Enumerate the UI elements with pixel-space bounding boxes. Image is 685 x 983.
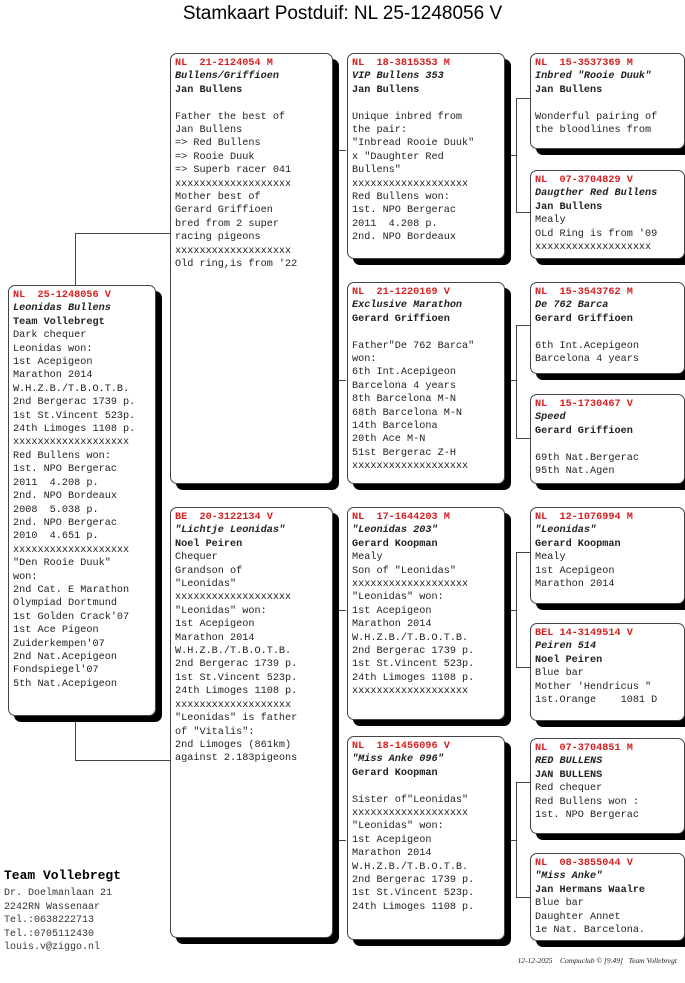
info-line: 1st. NPO Bergerac (13, 464, 117, 476)
info-line: 24th Limoges 1108 p. (175, 686, 298, 698)
info-line: 51st Bergerac Z-H (352, 447, 456, 459)
breeder-name: Jan Bullens (535, 201, 603, 213)
pedigree-card-ggp5[interactable] (530, 507, 685, 604)
pigeon-name: De 762 Barca (535, 300, 609, 312)
info-line: 2nd Limoges (861km) (175, 739, 292, 751)
pigeon-name: "Leonidas" (535, 525, 597, 537)
info-line: Old ring,is from '22 (175, 259, 298, 271)
info-line: Jan Bullens (175, 125, 243, 137)
ring-number: BE 20-3122134 V (175, 512, 273, 523)
info-line: of "Vitalis": (175, 726, 255, 738)
info-line: 69th Nat.Bergerac (535, 452, 639, 464)
info-line: W.H.Z.B./T.B.O.T.B. (175, 646, 292, 658)
breeder-name: JAN BULLENS (535, 769, 603, 781)
info-line: Dark chequer (13, 330, 87, 342)
info-line: => Red Bullens (175, 138, 261, 150)
pedigree-card-ggp6[interactable] (530, 623, 685, 721)
connector (338, 610, 346, 611)
connector (75, 715, 76, 761)
info-line: 95th Nat.Agen (535, 466, 615, 478)
info-line: Marathon 2014 (535, 579, 615, 591)
ring-number: NL 15-3543762 M (535, 287, 633, 298)
breeder-name: Gerard Koopman (535, 538, 621, 550)
ring-number: NL 15-3537369 M (535, 58, 633, 69)
info-line: Blue bar (535, 668, 584, 680)
pedigree-card-ggp8[interactable] (530, 853, 685, 941)
info-line: 1st.Orange 1081 D (535, 695, 658, 707)
ring-number: NL 07-3704829 V (535, 175, 633, 186)
ring-number: NL 18-3815353 M (352, 58, 450, 69)
info-line: Red chequer (535, 783, 603, 795)
connector (75, 233, 171, 234)
info-line: => Rooie Duuk (175, 151, 255, 163)
pigeon-name: Peiren 514 (535, 641, 597, 653)
ring-number: NL 21-2124054 M (175, 58, 273, 69)
info-line: xxxxxxxxxxxxxxxxxxx (352, 579, 469, 591)
phone-line: Tel.:0638222713 (4, 915, 95, 927)
page-title: Stamkaart Postduif: NL 25-1248056 V (182, 3, 503, 24)
info-line: 2nd Bergerac 1739 p. (175, 659, 298, 671)
info-line: 2008 5.038 p. (13, 504, 99, 516)
info-line: Chequer (175, 552, 218, 564)
info-line (352, 326, 501, 339)
pigeon-name: "Leonidas 203" (352, 525, 438, 537)
info-line (535, 326, 681, 339)
connector (332, 265, 339, 266)
info-line: Fondspiegel'07 (13, 665, 99, 677)
info-line: won: (352, 354, 377, 366)
ring-number: NL 17-1644203 M (352, 512, 450, 523)
info-line: 2nd Nat.Acepigeon (13, 651, 117, 663)
info-line: "Leonidas" won: (352, 821, 444, 833)
info-line: Marathon 2014 (13, 370, 93, 382)
info-line: 1st St.Vincent 523p. (13, 410, 136, 422)
info-line: Mother 'Hendricus " (535, 681, 652, 693)
info-line: 1st Ace Pigeon (13, 625, 99, 637)
breeder-name: Jan Bullens (535, 84, 603, 96)
breeder-name: Gerard Koopman (352, 538, 438, 550)
info-line: 2010 4.651 p. (13, 531, 99, 543)
address-line: 2242RN Wassenaar (4, 901, 101, 913)
info-line: "Leonidas" is father (175, 713, 298, 725)
info-line: the pair: (352, 125, 408, 137)
ring-number: NL 07-3704851 M (535, 743, 633, 754)
pigeon-name: Speed (535, 412, 566, 424)
info-line: W.H.Z.B./T.B.O.T.B. (13, 383, 130, 395)
info-line: 2nd Bergerac 1739 p. (352, 875, 475, 887)
info-line: Father"De 762 Barca" (352, 340, 475, 352)
connector (338, 150, 346, 151)
info-line: 1st. NPO Bergerac (352, 205, 456, 217)
info-line: x "Daughter Red (352, 151, 444, 163)
info-line: Blue bar (535, 898, 584, 910)
info-line: 24th Limoges 1108 p. (13, 424, 136, 436)
pedigree-card-dam-sire[interactable] (347, 507, 505, 720)
pigeon-name: Daugther Red Bullens (535, 188, 658, 200)
ring-number: NL 15-1730467 V (535, 399, 633, 410)
info-line: Mealy (352, 552, 383, 564)
info-line: 68th Barcelona M-N (352, 407, 463, 419)
connector (505, 155, 517, 156)
info-line: 24th Limoges 1108 p. (352, 672, 475, 684)
info-line: xxxxxxxxxxxxxxxxxxx (175, 178, 292, 190)
info-line: Marathon 2014 (352, 848, 432, 860)
info-line: 1st Acepigeon (352, 605, 432, 617)
info-line: 2nd Bergerac 1739 p. (13, 397, 136, 409)
info-line: Mother best of (175, 192, 261, 204)
info-line: W.H.Z.B./T.B.O.T.B. (352, 632, 469, 644)
info-line: "Leonidas" won: (175, 605, 267, 617)
phone-line: Tel.:0705112430 (4, 928, 95, 940)
info-line (535, 438, 681, 451)
ring-number: NL 25-1248056 V (13, 290, 111, 301)
connector (516, 325, 530, 326)
info-line: against 2.183pigeons (175, 753, 298, 765)
connector (505, 380, 517, 381)
info-line: 5th Nat.Acepigeon (13, 678, 117, 690)
info-line: "Den Rooie Duuk" (13, 558, 111, 570)
info-line: bred from 2 super (175, 218, 279, 230)
breeder-name: Team Vollebregt (13, 316, 105, 328)
pigeon-name: Exclusive Marathon (352, 300, 463, 312)
info-line: Red Bullens won: (352, 192, 450, 204)
info-line: 24th Limoges 1108 p. (352, 901, 475, 913)
connector (338, 380, 346, 381)
info-line: 1st St.Vincent 523p. (352, 659, 475, 671)
pedigree-card-ggp2[interactable] (530, 170, 685, 259)
info-line: 2nd. NPO Bordeaux (13, 491, 117, 503)
pigeon-name: "Miss Anke" (535, 871, 603, 883)
pedigree-card-subject[interactable] (8, 285, 156, 716)
info-line: Barcelona 4 years (352, 380, 456, 392)
info-line: the bloodlines from (535, 125, 652, 137)
connector (516, 438, 530, 439)
info-line: 2nd Cat. E Marathon (13, 584, 130, 596)
connector (75, 233, 76, 286)
info-line: Barcelona 4 years (535, 354, 639, 366)
info-line: Red Bullens won: (13, 450, 111, 462)
info-line: => Superb racer 041 (175, 165, 292, 177)
connector (516, 667, 530, 668)
connector (338, 840, 346, 841)
pedigree-card-sire-dam[interactable] (347, 282, 505, 484)
info-line: 1st St.Vincent 523p. (352, 888, 475, 900)
owner-address-block (4, 868, 121, 955)
connector (338, 610, 339, 840)
info-line: "Leonidas" (175, 579, 237, 591)
ring-number: NL 21-1220169 V (352, 287, 450, 298)
connector (505, 610, 517, 611)
info-line: 1st Acepigeon (175, 619, 255, 631)
info-line: xxxxxxxxxxxxxxxxxxx (13, 544, 130, 556)
ring-number: BEL 14-3149514 V (535, 628, 633, 639)
info-line: Mealy (535, 552, 566, 564)
breeder-name: Gerard Griffioen (535, 313, 633, 325)
info-line (352, 97, 501, 110)
info-line (175, 97, 329, 110)
info-line: "Leonidas" won: (352, 592, 444, 604)
connector (516, 325, 517, 438)
footer-credit: 12-12-2025 Compuclub © [9.49] Team Vollebregt (517, 956, 677, 965)
info-line (535, 97, 681, 110)
info-line: Bullens" (352, 165, 401, 177)
connector (516, 212, 530, 213)
ring-number: NL 12-1076994 M (535, 512, 633, 523)
info-line: 2011 4.208 p. (352, 218, 438, 230)
info-line: "Inbread Rooie Duuk" (352, 138, 475, 150)
info-line: Father the best of (175, 111, 286, 123)
pedigree-card-ggp4[interactable] (530, 394, 685, 484)
pigeon-name: "Miss Anke 096" (352, 754, 444, 766)
info-line: Wonderful pairing of (535, 111, 658, 123)
connector (75, 760, 171, 761)
pedigree-card-sire[interactable] (170, 53, 333, 484)
pedigree-card-ggp1[interactable] (530, 53, 685, 149)
info-line: 1st. NPO Bergerac (535, 810, 639, 822)
owner-team-name: Team Vollebregt (4, 868, 122, 883)
breeder-name: Noel Peiren (175, 538, 243, 550)
pigeon-name: Leonidas Bullens (13, 303, 111, 315)
info-line: xxxxxxxxxxxxxxxxxxx (352, 461, 469, 473)
info-line: 2011 4.208 p. (13, 477, 99, 489)
info-line: Grandson of (175, 565, 243, 577)
email-line: louis.v@ziggo.nl (4, 942, 101, 954)
pigeon-name: Bullens/Griffioen (175, 71, 279, 83)
info-line: 2nd. NPO Bordeaux (352, 232, 456, 244)
breeder-name: Gerard Koopman (352, 767, 438, 779)
info-line: 2nd Bergerac 1739 p. (352, 646, 475, 658)
connector (516, 897, 530, 898)
info-line: Zuiderkempen'07 (13, 638, 105, 650)
address-line: Dr. Doelmanlaan 21 (4, 888, 113, 899)
info-line: won: (13, 571, 38, 583)
info-line: Marathon 2014 (175, 632, 255, 644)
pigeon-name: Inbred "Rooie Duuk" (535, 71, 652, 83)
breeder-name: Noel Peiren (535, 654, 603, 666)
info-line: xxxxxxxxxxxxxxxxxxx (352, 808, 469, 820)
info-line: Son of "Leonidas" (352, 565, 456, 577)
info-line: 1st Acepigeon (535, 565, 615, 577)
connector (505, 840, 517, 841)
info-line: xxxxxxxxxxxxxxxxxxx (175, 245, 292, 257)
connector (516, 552, 530, 553)
info-line: racing pigeons (175, 232, 261, 244)
ring-number: NL 18-1456096 V (352, 741, 450, 752)
info-line: Unique inbred from (352, 111, 463, 123)
connector (516, 782, 530, 783)
info-line (352, 780, 501, 793)
ring-number: NL 08-3855044 V (535, 858, 633, 869)
info-line: Olympiad Dortmund (13, 598, 117, 610)
info-line: xxxxxxxxxxxxxxxxxxx (175, 592, 292, 604)
breeder-name: Jan Bullens (175, 84, 243, 96)
pigeon-name: RED BULLENS (535, 756, 603, 768)
pedigree-card-ggp7[interactable] (530, 738, 685, 834)
info-line: 8th Barcelona M-N (352, 394, 456, 406)
info-line: 2nd. NPO Bergerac (13, 517, 117, 529)
info-line: 1st Acepigeon (352, 834, 432, 846)
info-line: xxxxxxxxxxxxxxxxxxx (13, 437, 130, 449)
info-line: 6th Int.Acepigeon (535, 340, 639, 352)
breeder-name: Gerard Griffioen (352, 313, 450, 325)
connector (516, 98, 530, 99)
pedigree-card-ggp3[interactable] (530, 282, 685, 374)
pedigree-card-dam-dam[interactable] (347, 736, 505, 940)
info-line: Daughter Annet (535, 911, 621, 923)
breeder-name: Gerard Griffioen (535, 425, 633, 437)
info-line: Mealy (535, 215, 566, 227)
pigeon-name: VIP Bullens 353 (352, 71, 444, 83)
info-line: xxxxxxxxxxxxxxxxxxx (175, 699, 292, 711)
info-line: 20th Ace M-N (352, 434, 426, 446)
info-line: 1st St.Vincent 523p. (175, 672, 298, 684)
pigeon-name: "Lichtje Leonidas" (175, 525, 286, 537)
info-line: W.H.Z.B./T.B.O.T.B. (352, 861, 469, 873)
info-line: Red Bullens won : (535, 796, 639, 808)
info-line: xxxxxxxxxxxxxxxxxxx (352, 686, 469, 698)
breeder-name: Jan Hermans Waalre (535, 884, 646, 896)
info-line: 6th Int.Acepigeon (352, 367, 456, 379)
info-line: Gerard Griffioen (175, 205, 273, 217)
info-line: 1e Nat. Barcelona. (535, 925, 646, 937)
info-line: 1st Golden Crack'07 (13, 611, 130, 623)
pedigree-card-dam[interactable] (170, 507, 333, 938)
info-line: xxxxxxxxxxxxxxxxxxx (535, 242, 652, 254)
info-line: Leonidas won: (13, 343, 93, 355)
breeder-name: Jan Bullens (352, 84, 420, 96)
pedigree-card-sire-sire[interactable] (347, 53, 505, 259)
info-line: 1st Acepigeon (13, 357, 93, 369)
info-line: Marathon 2014 (352, 619, 432, 631)
info-line: 14th Barcelona (352, 421, 438, 433)
info-line: OLd Ring is from '09 (535, 228, 658, 240)
connector (332, 720, 339, 721)
info-line: Sister of"Leonidas" (352, 794, 469, 806)
info-line: xxxxxxxxxxxxxxxxxxx (352, 178, 469, 190)
